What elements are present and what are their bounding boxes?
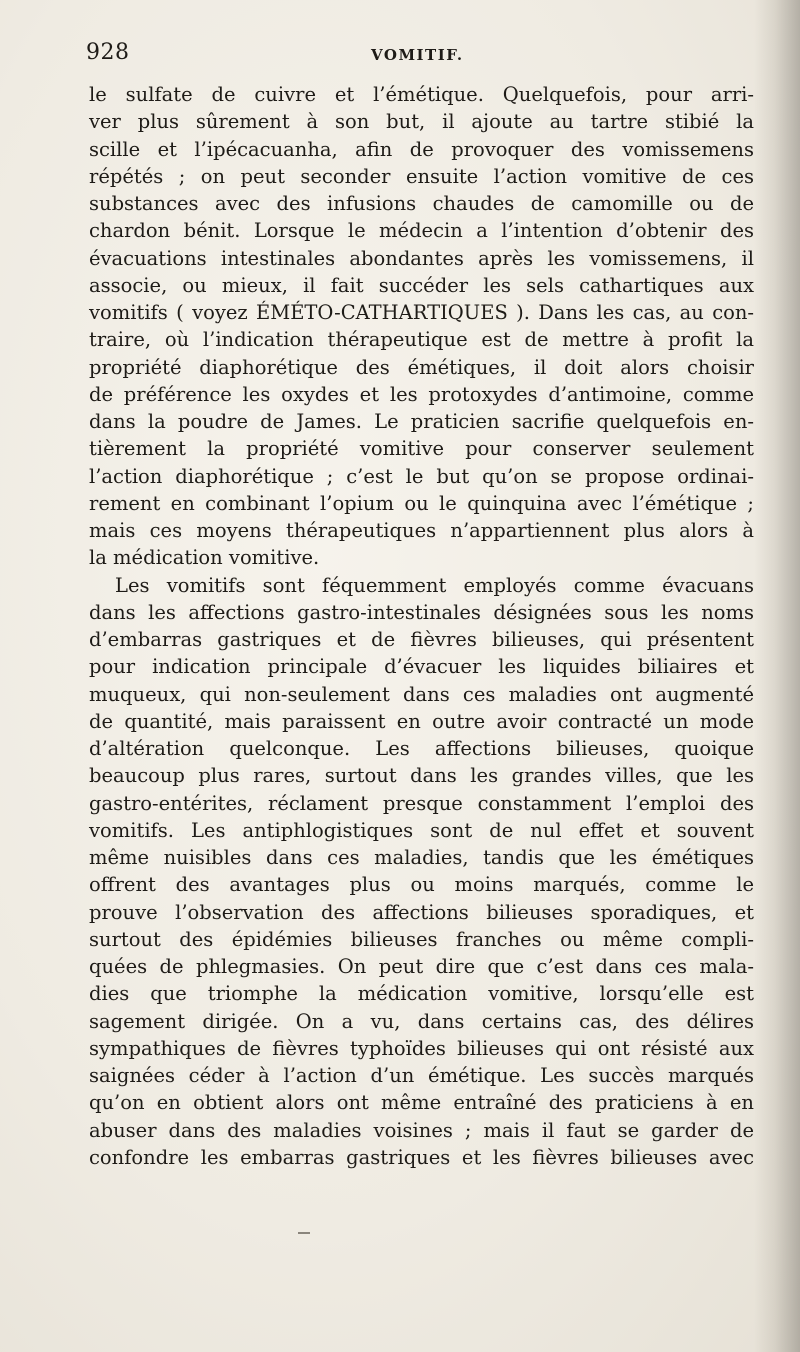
text-line: quées de phlegmasies. On peut dire que c’est dans ces mala-	[89, 955, 754, 978]
text-line: qu’on en obtient alors ont même entraîné des praticiens à en	[89, 1091, 754, 1115]
page-header	[86, 40, 776, 74]
text-line: d’altération quelconque. Les affections bilieuses, quoique	[89, 737, 754, 760]
text-line: tièrement la propriété vomitive pour conserver seulement	[89, 437, 754, 461]
page-gutter-shadow	[754, 0, 800, 1352]
body-text	[89, 81, 754, 1171]
text-line: dies que triomphe la médication vomitive, lorsqu’elle est	[89, 982, 754, 1006]
text-line: gastro-entérites, réclament presque constamment l’emploi des	[89, 791, 754, 815]
text-line: dans les affections gastro-intestinales désignées sous les noms	[89, 600, 754, 624]
text-line: même nuisibles dans ces maladies, tandis que les émétiques	[89, 846, 754, 869]
text-line: de quantité, mais paraissent en outre avoir contracté un mode	[89, 709, 754, 733]
text-line: le sulfate de cuivre et l’émétique. Quelquefois, pour arri-	[89, 83, 754, 106]
text-line: rement en combinant l’opium ou le quinquina avec l’émétique ;	[89, 491, 754, 515]
text-line: surtout des épidémies bilieuses franches ou même compli-	[89, 927, 754, 951]
text-line: muqueux, qui non-seulement dans ces maladies ont augmenté	[89, 682, 754, 706]
text-line: associe, ou mieux, il fait succéder les sels cathartiques aux	[89, 273, 754, 297]
running-head: VOMITIF.	[371, 46, 464, 64]
text-line: Les vomitifs sont féquemment employés comme évacuans	[115, 573, 754, 597]
text-line: confondre les embarras gastriques et les fièvres bilieuses avec	[89, 1145, 754, 1169]
text-line: d’embarras gastriques et de fièvres bilieuses, qui présentent	[89, 628, 754, 651]
text-line: répétés ; on peut seconder ensuite l’action vomitive de ces	[89, 164, 754, 188]
text-line: sagement dirigée. On a vu, dans certains cas, des délires	[89, 1009, 754, 1033]
text-line: de préférence les oxydes et les protoxydes d’antimoine, comme	[89, 382, 754, 406]
text-line: beaucoup plus rares, surtout dans les grandes villes, que les	[89, 764, 754, 788]
text-line: la médication vomitive.	[89, 546, 320, 570]
text-line: offrent des avantages plus ou moins marqués, comme le	[89, 873, 754, 897]
text-line: vomitifs. Les antiphlogistiques sont de nul effet et souvent	[89, 818, 754, 842]
text-line: prouve l’observation des affections bilieuses sporadiques, et	[89, 900, 754, 924]
text-line: l’action diaphorétique ; c’est le but qu’on se propose ordinai-	[89, 464, 754, 488]
text-line: chardon bénit. Lorsque le médecin a l’intention d’obtenir des	[89, 219, 754, 243]
text-line: vomitifs ( voyez ÉMÉTO-CATHARTIQUES ). Dans les cas, au con-	[89, 301, 754, 324]
paragraph	[89, 81, 754, 572]
text-line: traire, où l’indication thérapeutique est de mettre à profit la	[89, 328, 754, 352]
text-line: saignées céder à l’action d’un émétique. Les succès marqués	[89, 1064, 754, 1087]
text-line: scille et l’ipécacuanha, afin de provoquer des vomissemens	[89, 137, 754, 161]
text-line: évacuations intestinales abondantes après les vomissemens, il	[89, 246, 754, 270]
text-line: substances avec des infusions chaudes de camomille ou de	[89, 192, 754, 215]
text-line: ver plus sûrement à son but, il ajoute au tartre stibié la	[89, 110, 754, 134]
page-number: 928	[86, 40, 130, 65]
text-line: dans la poudre de James. Le praticien sacrifie quelquefois en-	[89, 410, 754, 433]
page-foot-mark	[298, 1232, 310, 1234]
paragraph	[89, 572, 754, 1172]
text-line: mais ces moyens thérapeutiques n’appartiennent plus alors à	[89, 519, 754, 542]
text-line: abuser dans des maladies voisines ; mais il faut se garder de	[89, 1118, 754, 1142]
text-line: propriété diaphorétique des émétiques, il doit alors choisir	[89, 355, 754, 379]
text-line: pour indication principale d’évacuer les liquides biliaires et	[89, 655, 754, 679]
text-line: sympathiques de fièvres typhoïdes bilieuses qui ont résisté aux	[89, 1036, 754, 1060]
